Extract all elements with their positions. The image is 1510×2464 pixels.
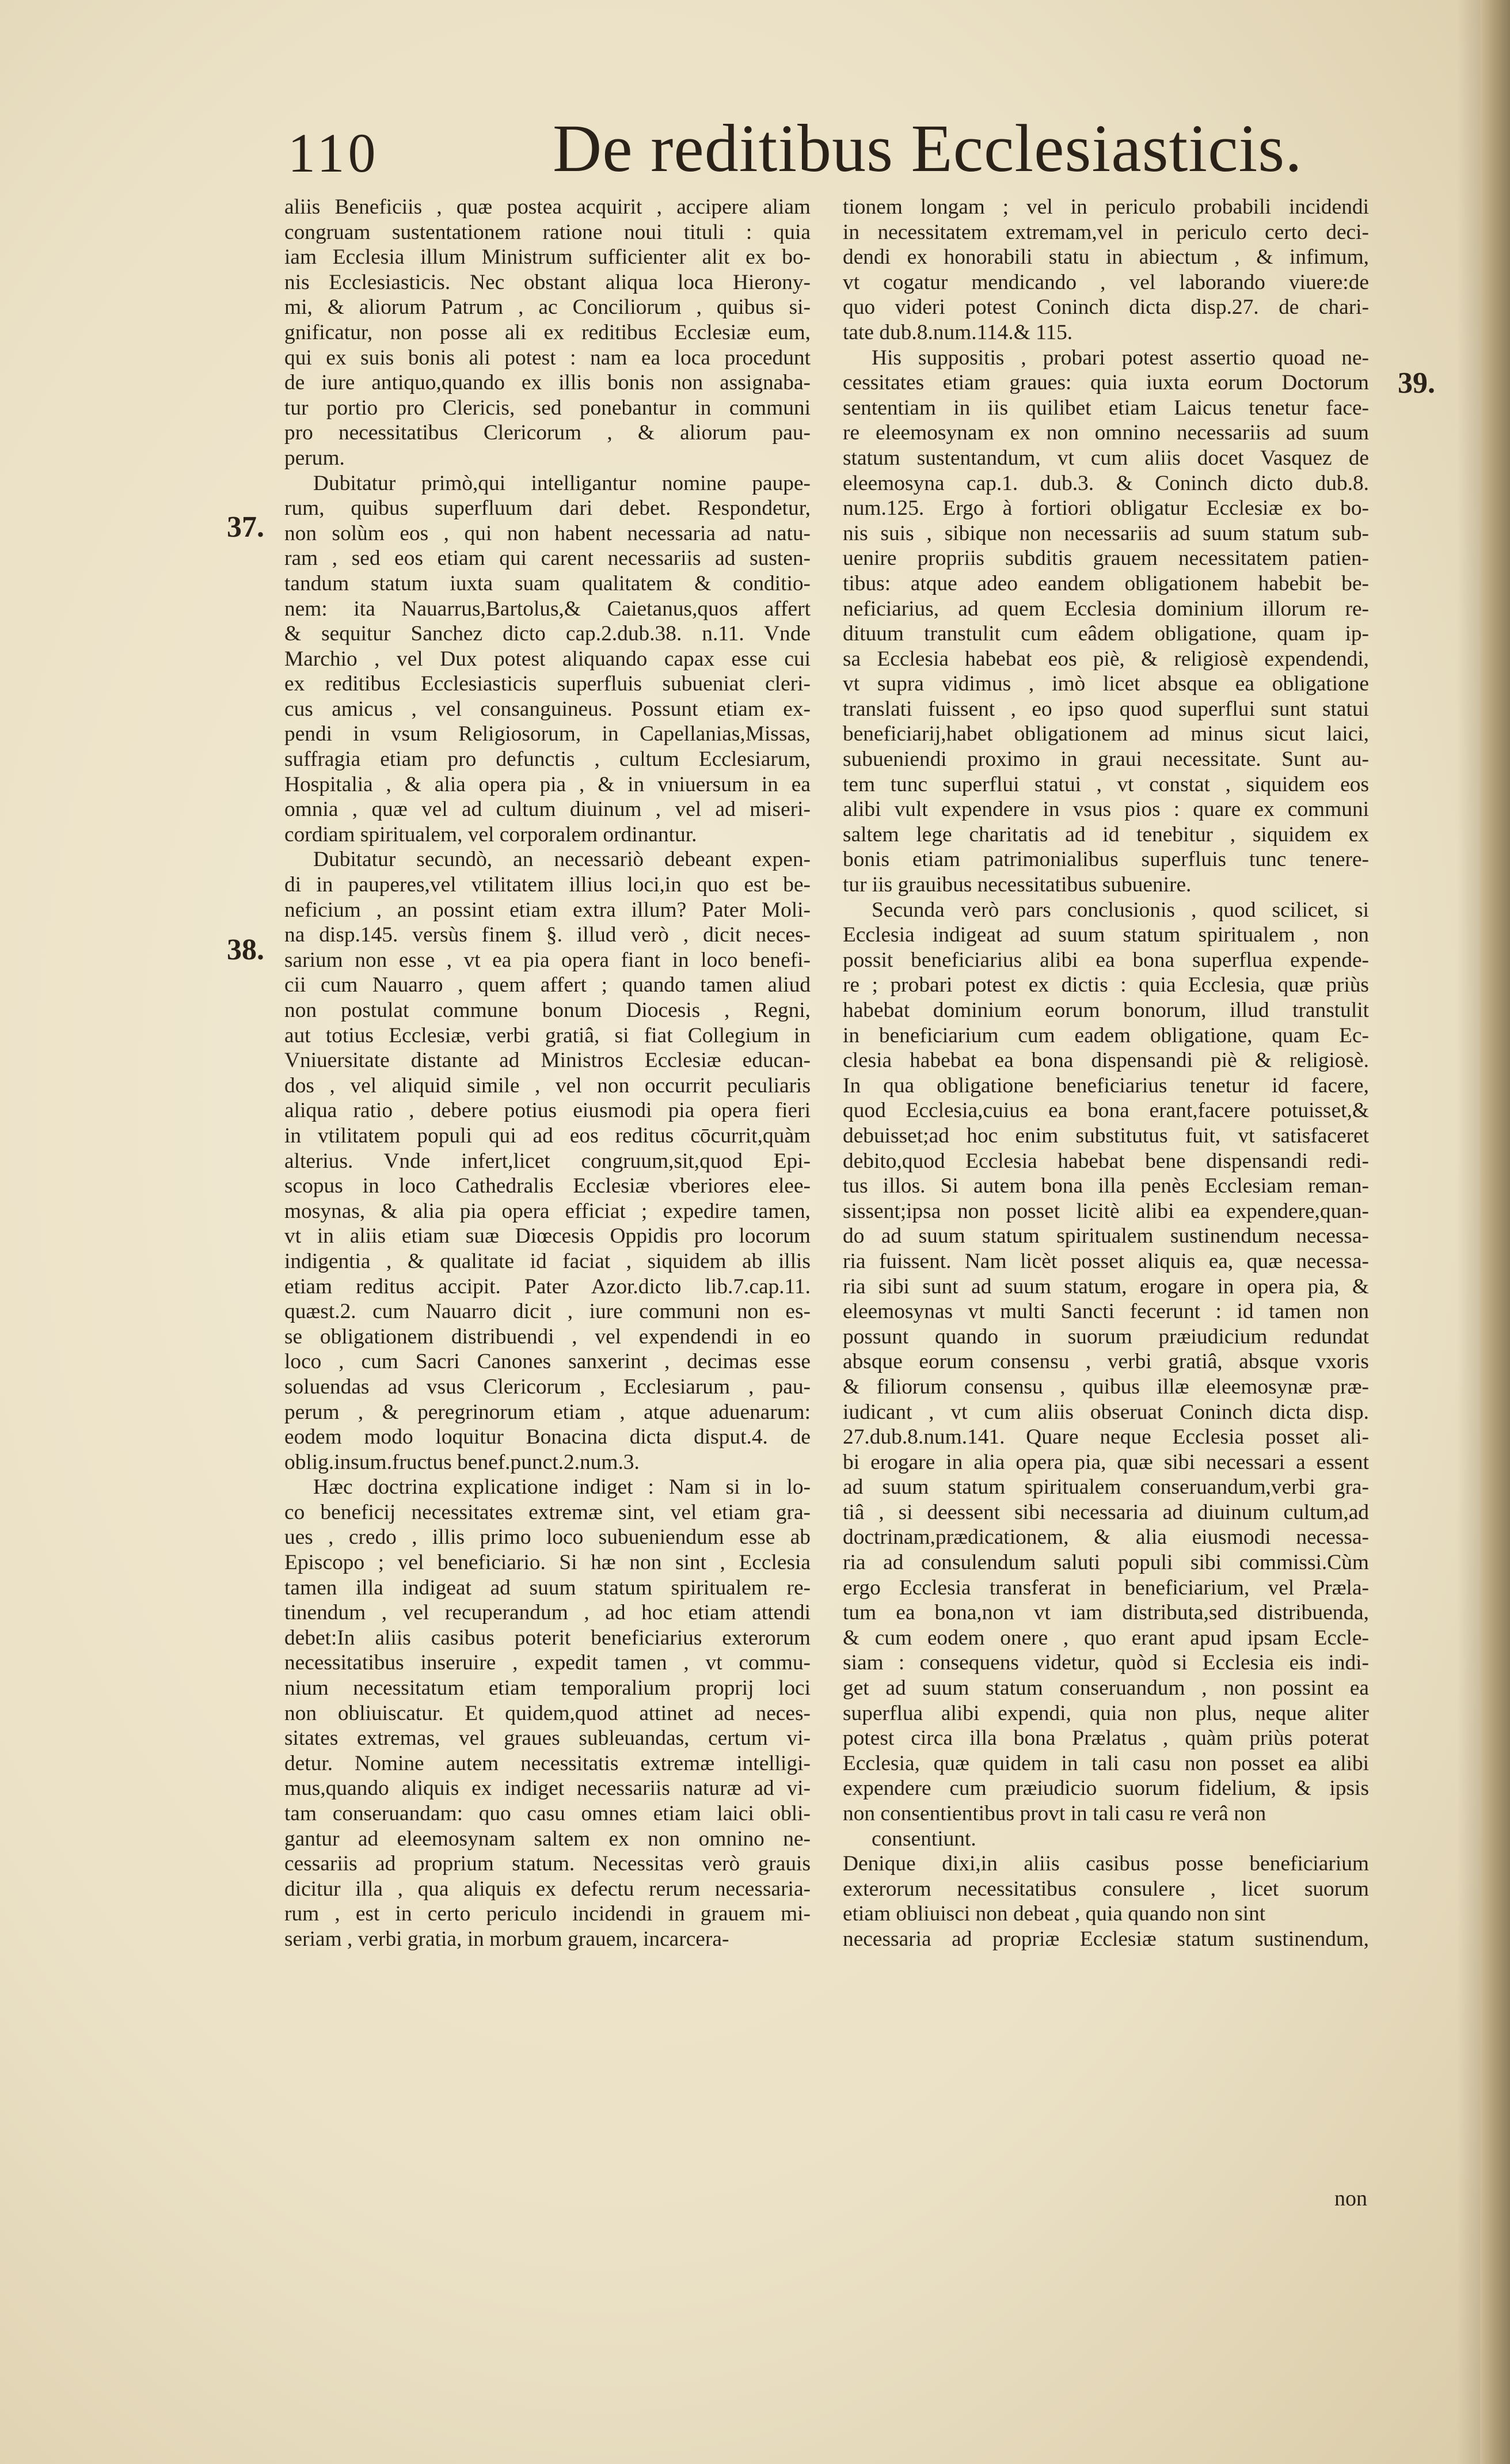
- text-line: consentiunt.: [872, 1827, 976, 1851]
- text-line: quod Ecclesia,cuius ea bona erant,facere potuisset,&: [843, 1099, 1369, 1123]
- text-line: cordiam spiritualem, vel corporalem ordinantur.: [284, 822, 697, 846]
- text-line: In qua obligatione beneficiarius tenetur id facere,: [843, 1073, 1369, 1098]
- text-line: tur portio pro Clericis, sed ponebantur in communi: [284, 396, 811, 420]
- text-line: tus illos. Si autem bona illa penès Ecclesiam reman-: [843, 1174, 1369, 1198]
- text-line: Dubitatur primò,qui intelligantur nomine paupe-: [313, 471, 811, 495]
- text-line: Vniuersitate distante ad Ministros Ecclesiæ educan-: [284, 1049, 811, 1073]
- text-line: Hospitalia , & alia opera pia , & in vniuersum in ea: [284, 772, 811, 796]
- text-line: se obligationem distribuendi , vel expendendi in eo: [284, 1324, 811, 1349]
- text-line: dendi ex honorabili statu in abiectum , & infimum,: [843, 245, 1369, 269]
- text-line: tamen illa indigeat ad suum statum spiritualem re-: [284, 1575, 811, 1600]
- text-line: scopus in loco Cathedralis Ecclesiæ vberiores elee-: [284, 1174, 811, 1198]
- text-line: pendi in vsum Religiosorum, in Capellanias,Missas,: [284, 722, 811, 746]
- text-line: aliis Beneficiis , quæ postea acquirit , accipere aliam: [284, 195, 811, 219]
- text-line: beneficiarij,habet obligationem ad minus sicut laici,: [843, 722, 1369, 746]
- text-line: aliqua ratio , debere potius eiusmodi pia opera fieri: [284, 1099, 811, 1123]
- text-line: pro necessitatibus Clericorum , & aliorum pau-: [284, 421, 811, 445]
- text-line: potest circa illa bona Prælatus , quàm priùs poterat: [843, 1726, 1369, 1751]
- text-line: non solùm eos , qui non habent necessaria ad natu-: [284, 521, 811, 545]
- text-line: mus,quando aliquis ex indiget necessariis naturæ ad vi-: [284, 1776, 811, 1801]
- text-line: ria ad consulendum saluti populi sibi commissi.Cùm: [843, 1551, 1369, 1575]
- text-line: rum, quibus superfluum dari debet. Respondetur,: [284, 496, 811, 521]
- text-line: mi, & aliorum Patrum , ac Conciliorum , quibus si-: [284, 295, 811, 320]
- text-line: re ; probari potest ex dictis : quia Ecclesia, quæ priùs: [843, 973, 1369, 997]
- text-line: de iure antiquo,quando ex illis bonis non assignaba-: [284, 371, 811, 395]
- text-line: necessitatibus inseruire , expedit tamen , vt commu-: [284, 1651, 811, 1675]
- page-edge-shadow: [1457, 0, 1480, 2464]
- text-line: Dubitatur secundò, an necessariò debeant expen-: [313, 848, 811, 872]
- text-line: & cum eodem onere , quo erant apud ipsam Eccle-: [843, 1626, 1369, 1650]
- text-line: rum , est in certo periculo incidendi in grauem mi-: [284, 1902, 811, 1926]
- text-line: cii cum Nauarro , quem affert ; quando tamen aliud: [284, 973, 811, 997]
- text-line: tionem longam ; vel in periculo probabili incidendi: [843, 195, 1369, 219]
- text-line: sarium non esse , vt ea pia opera fiant in loco benefi-: [284, 948, 811, 972]
- text-line: tibus: atque adeo eandem obligationem habebit be-: [843, 571, 1369, 595]
- text-line: etiam obliuisci non debeat , quia quando non sint: [843, 1902, 1266, 1926]
- text-line: neficium , an possint etiam extra illum? Pater Moli-: [284, 898, 811, 922]
- text-line: in beneficiarium cum eadem obligatione, quam Ec-: [843, 1023, 1369, 1047]
- text-line: necessaria ad propriæ Ecclesiæ statum sustinendum,: [843, 1927, 1369, 1951]
- text-line: nem: ita Nauarrus,Bartolus,& Caietanus,quos affert: [284, 597, 811, 621]
- text-line: eleemosynas vt multi Sancti fecerunt : id tamen non: [843, 1300, 1369, 1324]
- text-line: tur iis grauibus necessitatibus subuenire.: [843, 873, 1192, 897]
- text-line: ria fuissent. Nam licèt posset aliquis ea, quæ necessa-: [843, 1249, 1369, 1273]
- text-line: translati fuissent , eo ipso quod superflui sunt statui: [843, 697, 1369, 721]
- text-line: re eleemosynam ex non omnino necessariis ad suum: [843, 421, 1369, 445]
- text-line: ues , credo , illis primo loco subueniendum esse ab: [284, 1525, 811, 1550]
- text-line: & filiorum consensu , quibus illæ eleemosynæ præ-: [843, 1375, 1369, 1399]
- text-line: na disp.145. versùs finem §. illud verò , dicit neces-: [284, 923, 811, 947]
- text-line: in necessitatem extremam,vel in periculo certo deci-: [843, 220, 1369, 244]
- text-line: num.125. Ergo à fortiori obligatur Ecclesiæ ex bo-: [843, 496, 1369, 521]
- text-line: gantur ad eleemosynam saltem ex non omnino ne-: [284, 1827, 811, 1851]
- text-line: tinendum , vel recuperandum , ad hoc etiam attendi: [284, 1601, 811, 1625]
- page-edge: [1480, 0, 1510, 2464]
- running-title: De reditibus Ecclesiasticis.: [553, 111, 1303, 186]
- text-line: sitates extremas, vel graues subleuandas, certum vi-: [284, 1726, 811, 1751]
- running-header: [288, 109, 1382, 196]
- text-line: iudicant , vt cum aliis obseruat Coninch dicta disp.: [843, 1400, 1369, 1424]
- text-line: neficiarius, ad quem Ecclesia dominium illorum re-: [843, 597, 1369, 621]
- text-line: Episcopo ; vel beneficiario. Si hæ non sint , Ecclesia: [284, 1551, 811, 1575]
- text-line: quæst.2. cum Nauarro dicit , iure communi non es-: [284, 1300, 811, 1324]
- text-line: debito,quod Ecclesia habebat bene dispensandi redi-: [843, 1149, 1369, 1173]
- text-line: non obliuiscatur. Et quidem,quod attinet ad neces-: [284, 1701, 811, 1725]
- text-line: Denique dixi,in aliis casibus posse beneficiarium: [843, 1852, 1369, 1876]
- text-line: perum , & peregrinorum etiam , atque aduenarum:: [284, 1400, 811, 1424]
- text-line: eodem modo loquitur Bonacina dicta disput.4. de: [284, 1425, 811, 1449]
- text-line: do ad suum statum spiritualem sustinendum necessa-: [843, 1224, 1369, 1248]
- text-line: congruam sustentationem ratione noui tituli : quia: [284, 220, 811, 244]
- text-line: bi erogare in alia opera pia, quæ sibi necessari a essent: [843, 1450, 1369, 1474]
- text-line: ad suum statum spiritualem conseruandum,verbi gra-: [843, 1475, 1369, 1499]
- text-line: cus amicus , vel consanguineus. Possunt etiam ex-: [284, 697, 811, 721]
- text-line: qui ex suis bonis ali potest : nam ea loca procedunt: [284, 346, 811, 370]
- text-line: saltem lege charitatis ad id tenebitur , siquidem ex: [843, 822, 1369, 846]
- text-line: tum ea bona,non vt iam distributa,sed distribuenda,: [843, 1601, 1369, 1625]
- text-line: expendere cum præiudicio suorum fidelium, & ipsis: [843, 1776, 1369, 1801]
- text-line: mosynas, & alia pia opera efficiat ; expedire tamen,: [284, 1199, 811, 1223]
- text-line: nis Ecclesiasticis. Nec obstant aliqua loca Hierony-: [284, 270, 811, 294]
- text-line: alterius. Vnde infert,licet congruum,sit,quod Epi-: [284, 1149, 811, 1173]
- text-line: seriam , verbi gratia, in morbum grauem, incarcera-: [284, 1927, 729, 1951]
- margin-number-39: 39.: [1398, 367, 1435, 400]
- text-line: quo videri potest Coninch dicta disp.27. de chari-: [843, 295, 1369, 320]
- text-line: dos , vel aliquid simile , vel non occurrit peculiaris: [284, 1073, 811, 1098]
- text-line: tiâ , si deessent sibi necessaria ad diuinum cultum,ad: [843, 1500, 1369, 1524]
- right-column: [843, 195, 1369, 1952]
- text-line: Ecclesia indigeat ad suum statum spiritualem , non: [843, 923, 1369, 947]
- text-line: Hæc doctrina explicatione indiget : Nam si in lo-: [313, 1475, 811, 1499]
- text-line: non consentientibus provt in tali casu re verâ non: [843, 1802, 1266, 1825]
- text-line: nis suis , sibique non necessariis ad suum statum sub-: [843, 521, 1369, 545]
- text-line: suffragia etiam pro defunctis , cultum Ecclesiarum,: [284, 747, 811, 772]
- text-line: clesia habebat ea bona dispensandi piè & religiosè.: [843, 1049, 1369, 1073]
- text-line: ram , sed eos etiam qui carent necessariis ad susten-: [284, 546, 811, 571]
- text-line: & sequitur Sanchez dicto cap.2.dub.38. n.11. Vnde: [284, 622, 811, 646]
- text-line: cessitates etiam graues: quia iuxta eorum Doctorum: [843, 371, 1369, 395]
- text-line: debuisset;ad hoc enim substitutus fuit, vt satisfaceret: [843, 1123, 1369, 1148]
- text-line: tem tunc superflui statui , vt constat , siquidem eos: [843, 772, 1369, 796]
- text-line: superflua alibi expendi, quia non plus, neque aliter: [843, 1701, 1369, 1725]
- text-line: ria sibi sunt ad suum statum, erogare in opera pia, &: [843, 1274, 1369, 1299]
- text-line: perum.: [284, 446, 345, 470]
- text-line: in vtilitatem populi qui ad eos reditus cōcurrit,quàm: [284, 1123, 811, 1148]
- text-line: ergo Ecclesia transferat in beneficiarium, vel Præla-: [843, 1575, 1369, 1600]
- text-line: tate dub.8.num.114.& 115.: [843, 320, 1073, 344]
- text-line: debet:In aliis casibus poterit beneficiarius exterorum: [284, 1626, 811, 1650]
- text-line: aut totius Ecclesiæ, verbi gratiâ, si fiat Collegium in: [284, 1023, 811, 1047]
- text-line: ex reditibus Ecclesiasticis superfluis subueniat cleri-: [284, 672, 811, 696]
- text-line: omnia , quæ vel ad cultum diuinum , vel ad miseri-: [284, 798, 811, 822]
- margin-number-37: 37.: [227, 511, 264, 544]
- text-line: sa Ecclesia habebat eos piè, & religiosè expendendi,: [843, 647, 1369, 671]
- text-line: exterorum necessitatibus consulere , licet suorum: [843, 1877, 1369, 1901]
- text-line: soluendas ad vsus Clericorum , Ecclesiarum , pau-: [284, 1375, 811, 1399]
- text-line: bonis etiam patrimonialibus superfluis tunc tenere-: [843, 848, 1369, 872]
- text-line: sissent;ipsa non posset licitè alibi ea expendere,quan-: [843, 1199, 1369, 1223]
- text-line: non postulat commune bonum Diocesis , Regni,: [284, 998, 811, 1022]
- page-number: 110: [288, 122, 379, 184]
- text-line: alibi vult expendere in vsus pios : quare ex communi: [843, 798, 1369, 822]
- text-line: indigentia , & qualitate id faciat , siquidem ab illis: [284, 1249, 811, 1273]
- catchword: non: [1334, 2186, 1367, 2211]
- text-line: iam Ecclesia illum Ministrum sufficienter alit ex bo-: [284, 245, 811, 269]
- text-line: dituum transtulit cum eâdem obligatione, quam ip-: [843, 622, 1369, 646]
- text-line: eleemosyna cap.1. dub.3. & Coninch dicto dub.8.: [843, 471, 1369, 495]
- left-column: [284, 195, 811, 1952]
- text-line: etiam reditus accipit. Pater Azor.dicto lib.7.cap.11.: [284, 1274, 811, 1299]
- text-line: nium necessitatum etiam temporalium proprij loci: [284, 1676, 811, 1700]
- text-line: Ecclesia, quæ quidem in tali casu non posset ea alibi: [843, 1751, 1369, 1775]
- text-line: possunt quando in suorum præiudicium redundat: [843, 1324, 1369, 1349]
- text-line: loco , cum Sacri Canones sanxerint , decimas esse: [284, 1350, 811, 1374]
- text-line: uenire propriis subditis grauem necessitatem patien-: [843, 546, 1369, 571]
- text-line: vt cogatur mendicando , vel laborando viuere:de: [843, 270, 1369, 294]
- text-line: vt supra vidimus , imò licet absque ea obligatione: [843, 672, 1369, 696]
- text-line: habebat dominium eorum bonorum, illud transtulit: [843, 998, 1369, 1022]
- text-line: possit beneficiarius alibi ea bona superflua expende-: [843, 948, 1369, 972]
- text-line: gnificatur, non posse ali ex reditibus Ecclesiæ eum,: [284, 320, 811, 344]
- text-line: tandum statum iuxta suam qualitatem & conditio-: [284, 571, 811, 595]
- text-line: detur. Nomine autem necessitatis extremæ intelligi-: [284, 1751, 811, 1775]
- margin-number-38: 38.: [227, 933, 264, 966]
- text-line: get ad suum statum conseruandum , non possint ea: [843, 1676, 1369, 1700]
- text-line: absque eorum consensu , verbi gratiâ, absque vxoris: [843, 1350, 1369, 1374]
- text-line: Marchio , vel Dux potest aliquando capax esse cui: [284, 647, 811, 671]
- text-line: siam : consequens videtur, quòd si Ecclesia eis indi-: [843, 1651, 1369, 1675]
- text-line: di in pauperes,vel vtilitatem illius loci,in quo est be-: [284, 873, 811, 897]
- text-line: subueniendi proximo in graui necessitate. Sunt au-: [843, 747, 1369, 772]
- text-line: doctrinam,prædicationem, & alia eiusmodi necessa-: [843, 1525, 1369, 1550]
- text-line: co beneficij necessitates extremæ sint, vel etiam gra-: [284, 1500, 811, 1524]
- text-line: dicitur illa , qua aliquis ex defectu rerum necessaria-: [284, 1877, 811, 1901]
- text-line: sententiam in iis quilibet etiam Laicus tenetur face-: [843, 396, 1369, 420]
- text-line: 27.dub.8.num.141. Quare neque Ecclesia posset ali-: [843, 1425, 1369, 1449]
- text-line: Secunda verò pars conclusionis , quod scilicet, si: [872, 898, 1369, 922]
- text-line: His suppositis , probari potest assertio quoad ne-: [872, 346, 1369, 370]
- text-line: oblig.insum.fructus benef.punct.2.num.3.: [284, 1450, 640, 1474]
- text-line: cessariis ad proprium statum. Necessitas verò grauis: [284, 1852, 811, 1876]
- text-line: vt in aliis etiam suæ Diœcesis Oppidis pro locorum: [284, 1224, 811, 1248]
- text-line: tam conseruandam: quo casu omnes etiam laici obli-: [284, 1802, 811, 1825]
- text-line: statum sustentandum, vt cum aliis docet Vasquez de: [843, 446, 1369, 470]
